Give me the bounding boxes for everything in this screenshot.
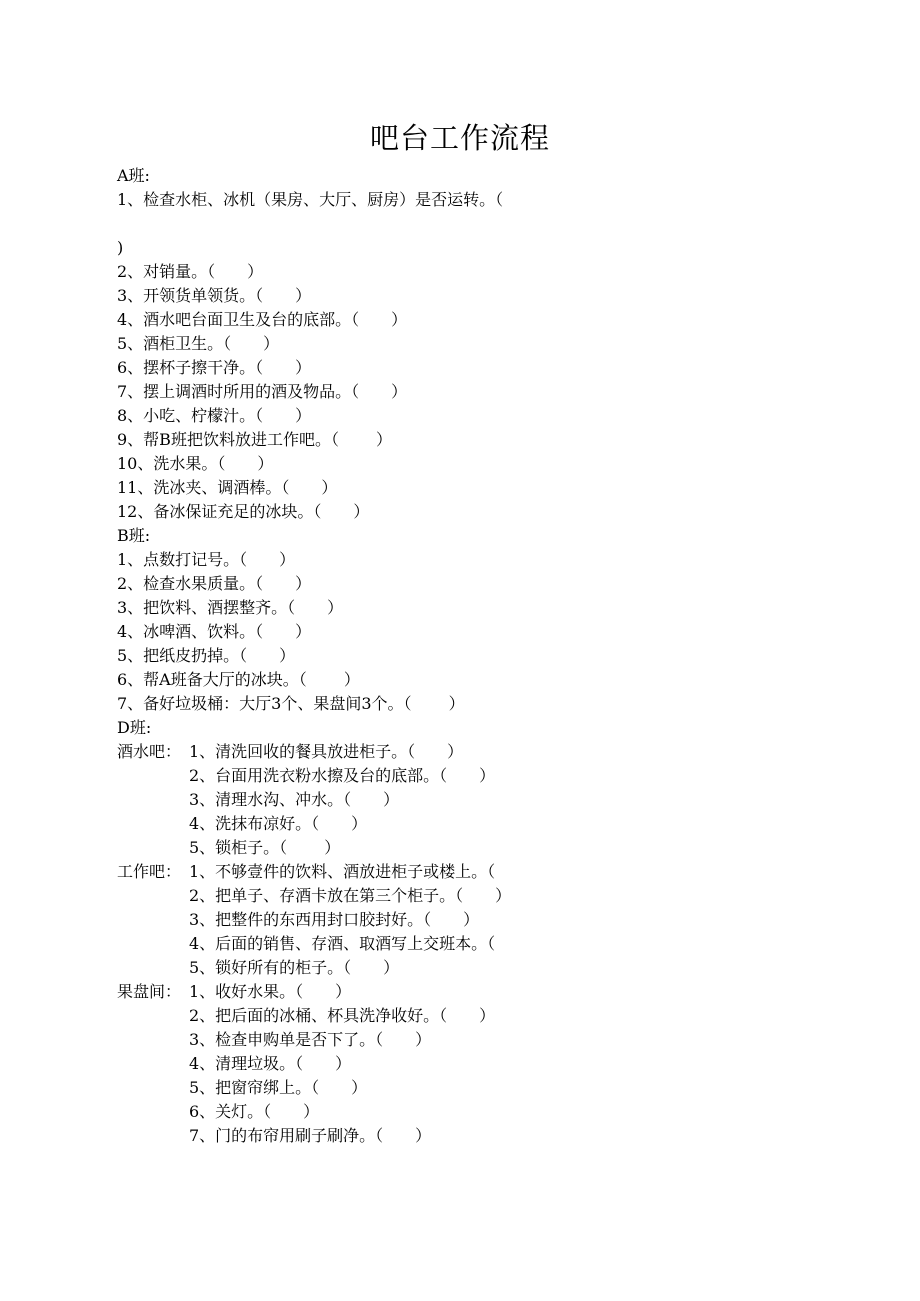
work-bar-section-row bbox=[117, 860, 511, 884]
work-bar-section-item: 2、把单子、存酒卡放在第三个柜子。（ ） bbox=[189, 886, 512, 905]
fruit-room-section-label: 果盘间： bbox=[117, 982, 182, 1001]
a-shift-item: 3、开领货单领货。（ ） bbox=[117, 286, 312, 305]
bar-section-label: 酒水吧： bbox=[117, 742, 182, 761]
work-bar-section-item: 5、锁好所有的柜子。（ ） bbox=[189, 958, 400, 977]
work-bar-section-label: 工作吧： bbox=[117, 862, 182, 881]
work-bar-section-item: 3、把整件的东西用封口胶封好。（ ） bbox=[189, 910, 480, 929]
fruit-room-section-item: 5、把窗帘绑上。（ ） bbox=[189, 1078, 368, 1097]
fruit-room-section-row bbox=[117, 980, 511, 1004]
fruit-room-section-item: 2、把后面的冰桶、杯具洗净收好。（ ） bbox=[189, 1006, 496, 1025]
b-shift-heading: B班: bbox=[117, 526, 151, 545]
bar-section-item: 1、清洗回收的餐具放进柜子。（ ） bbox=[189, 742, 464, 761]
a-shift-item: 8、小吃、柠檬汁。（ ） bbox=[117, 406, 312, 425]
bar-section-item: 4、洗抹布凉好。（ ） bbox=[189, 814, 368, 833]
a-shift-item: 4、酒水吧台面卫生及台的底部。（ ） bbox=[117, 310, 408, 329]
bar-section-item: 2、台面用洗衣粉水擦及台的底部。（ ） bbox=[189, 766, 496, 785]
work-bar-section-item: 4、后面的销售、存酒、取酒写上交班本。（ bbox=[189, 934, 496, 953]
a-shift-item: 9、帮B班把饮料放进工作吧。（ ） bbox=[117, 430, 393, 449]
a-shift-item: 2、对销量。（ ） bbox=[117, 262, 264, 281]
b-shift-item: 4、冰啤酒、饮料。（ ） bbox=[117, 622, 312, 641]
a-shift-heading: A班: bbox=[117, 166, 150, 185]
b-shift-item: 6、帮A班备大厅的冰块。（ ） bbox=[117, 670, 360, 689]
bar-section-row bbox=[117, 740, 511, 764]
a-shift-item: 10、洗水果。（ ） bbox=[117, 454, 274, 473]
fruit-room-section-item: 4、清理垃圾。（ ） bbox=[189, 1054, 352, 1073]
line-gap bbox=[117, 212, 511, 236]
fruit-room-section-item: 7、门的布帘用刷子刷净。（ ） bbox=[189, 1126, 432, 1145]
fruit-room-section-item: 3、检查申购单是否下了。（ ） bbox=[189, 1030, 432, 1049]
bar-section-item: 5、锁柜子。（ ） bbox=[189, 838, 341, 857]
fruit-room-section-item: 6、关灯。（ ） bbox=[189, 1102, 320, 1121]
a-shift-item: 11、洗冰夹、调酒棒。（ ） bbox=[117, 478, 338, 497]
d-shift-heading: D班: bbox=[117, 718, 152, 737]
page-title: 吧台工作流程 bbox=[369, 121, 550, 155]
a-shift-item: 6、摆杯子擦干净。（ ） bbox=[117, 358, 312, 377]
b-shift-item: 3、把饮料、酒摆整齐。（ ） bbox=[117, 598, 344, 617]
a-shift-item: 5、酒柜卫生。（ ） bbox=[117, 334, 280, 353]
document-body bbox=[117, 164, 511, 1148]
b-shift-item: 1、点数打记号。（ ） bbox=[117, 550, 296, 569]
b-shift-item: 2、检查水果质量。（ ） bbox=[117, 574, 312, 593]
fruit-room-section-item: 1、收好水果。（ ） bbox=[189, 982, 352, 1001]
a-shift-item: 7、摆上调酒时所用的酒及物品。（ ） bbox=[117, 382, 408, 401]
a-shift-item-1-close: ) bbox=[117, 238, 124, 257]
a-shift-item: 12、备冰保证充足的冰块。（ ） bbox=[117, 502, 370, 521]
b-shift-item: 7、备好垃圾桶：大厅3个、果盘间3个。（ ） bbox=[117, 694, 465, 713]
a-shift-item-1: 1、检查水柜、冰机（果房、大厅、厨房）是否运转。（ bbox=[117, 190, 504, 209]
b-shift-item: 5、把纸皮扔掉。（ ） bbox=[117, 646, 296, 665]
bar-section-item: 3、清理水沟、冲水。（ ） bbox=[189, 790, 400, 809]
work-bar-section-item: 1、不够壹件的饮料、酒放进柜子或楼上。（ bbox=[189, 862, 496, 881]
